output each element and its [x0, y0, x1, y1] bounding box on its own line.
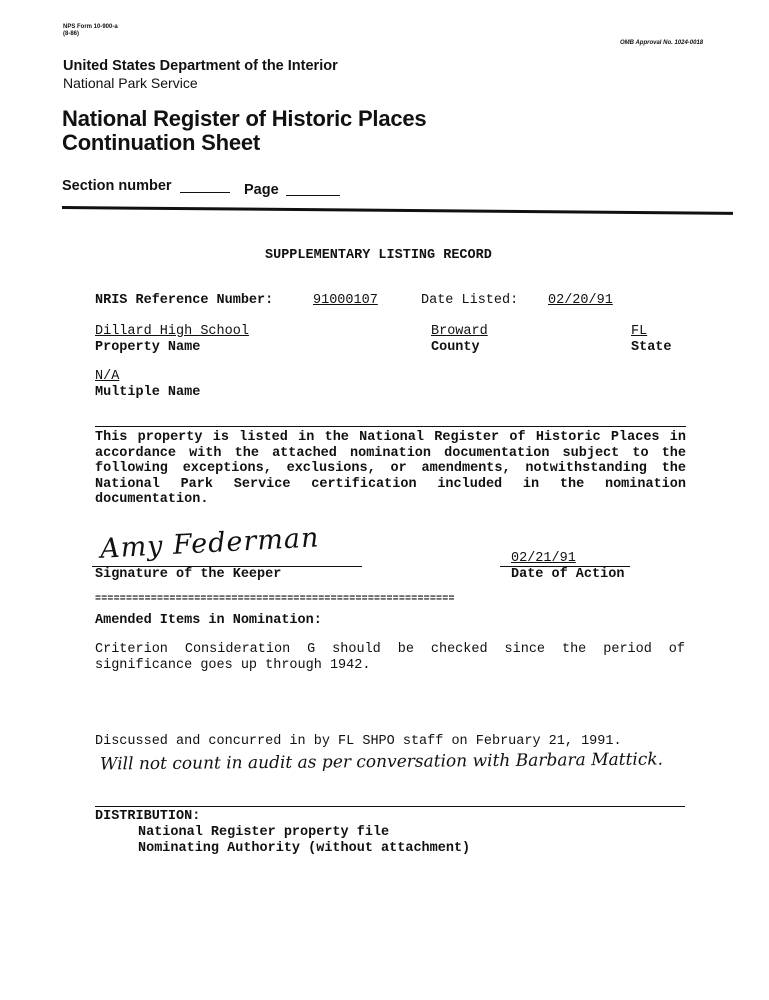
date-listed-label: Date Listed: [421, 293, 519, 308]
nris-label: NRIS Reference Number: [95, 293, 274, 308]
omb-approval: OMB Approval No. 1024-0018 [620, 40, 704, 46]
distribution-divider [95, 806, 685, 807]
county-label: County [431, 340, 480, 355]
distribution-label: DISTRIBUTION: [95, 809, 201, 824]
header-divider [62, 206, 733, 215]
separator-line: ========================================================== [95, 594, 455, 605]
service-name: National Park Service [63, 75, 198, 91]
agency-name: United States Department of the Interior [63, 58, 338, 74]
listing-statement: This property is listed in the National Register of Historic Places in accordance with the attached nomination documentation subject to the following exceptions, exclusions, or amendments, notwithstanding the National Park Service certification included in the nomination documentation. [95, 430, 686, 507]
page-subtitle: Continuation Sheet [62, 130, 261, 155]
record-heading: SUPPLEMENTARY LISTING RECORD [265, 248, 492, 263]
distribution-item: National Register property file [138, 825, 390, 840]
nris-value: 91000107 [313, 293, 378, 308]
page-label: Page [244, 182, 279, 198]
multiple-name-value: N/A [95, 369, 120, 384]
state-label: State [631, 340, 672, 355]
handwritten-note: Will not count in audit as per conversation with Barbara Mattick. [99, 749, 664, 775]
page-blank [286, 195, 340, 196]
date-listed-value: 02/20/91 [548, 293, 613, 308]
form-date: (8-86) [63, 31, 80, 37]
state-value: FL [631, 324, 648, 339]
multiple-name-label: Multiple Name [95, 385, 201, 400]
date-of-action-label: Date of Action [511, 567, 625, 582]
discussed-text: Discussed and concurred in by FL SHPO staff on February 21, 1991. [95, 734, 622, 749]
form-number: NPS Form 10-900-a [63, 24, 118, 30]
distribution-item: Nominating Authority (without attachment) [138, 841, 471, 856]
property-name-label: Property Name [95, 340, 201, 355]
signature-label: Signature of the Keeper [95, 567, 282, 582]
property-name-value: Dillard High School [95, 324, 249, 339]
statement-divider [95, 426, 686, 427]
county-value: Broward [431, 324, 488, 339]
keeper-signature: Amy Federman [99, 522, 321, 565]
section-number-label: Section number [62, 178, 172, 194]
page-title: National Register of Historic Places [62, 106, 427, 131]
date-of-action-value: 02/21/91 [511, 551, 576, 566]
section-number-blank [180, 192, 230, 193]
amended-items-label: Amended Items in Nomination: [95, 613, 322, 628]
amendment-text: Criterion Consideration G should be checked since the period of significance goes up through 1942. [95, 642, 685, 673]
